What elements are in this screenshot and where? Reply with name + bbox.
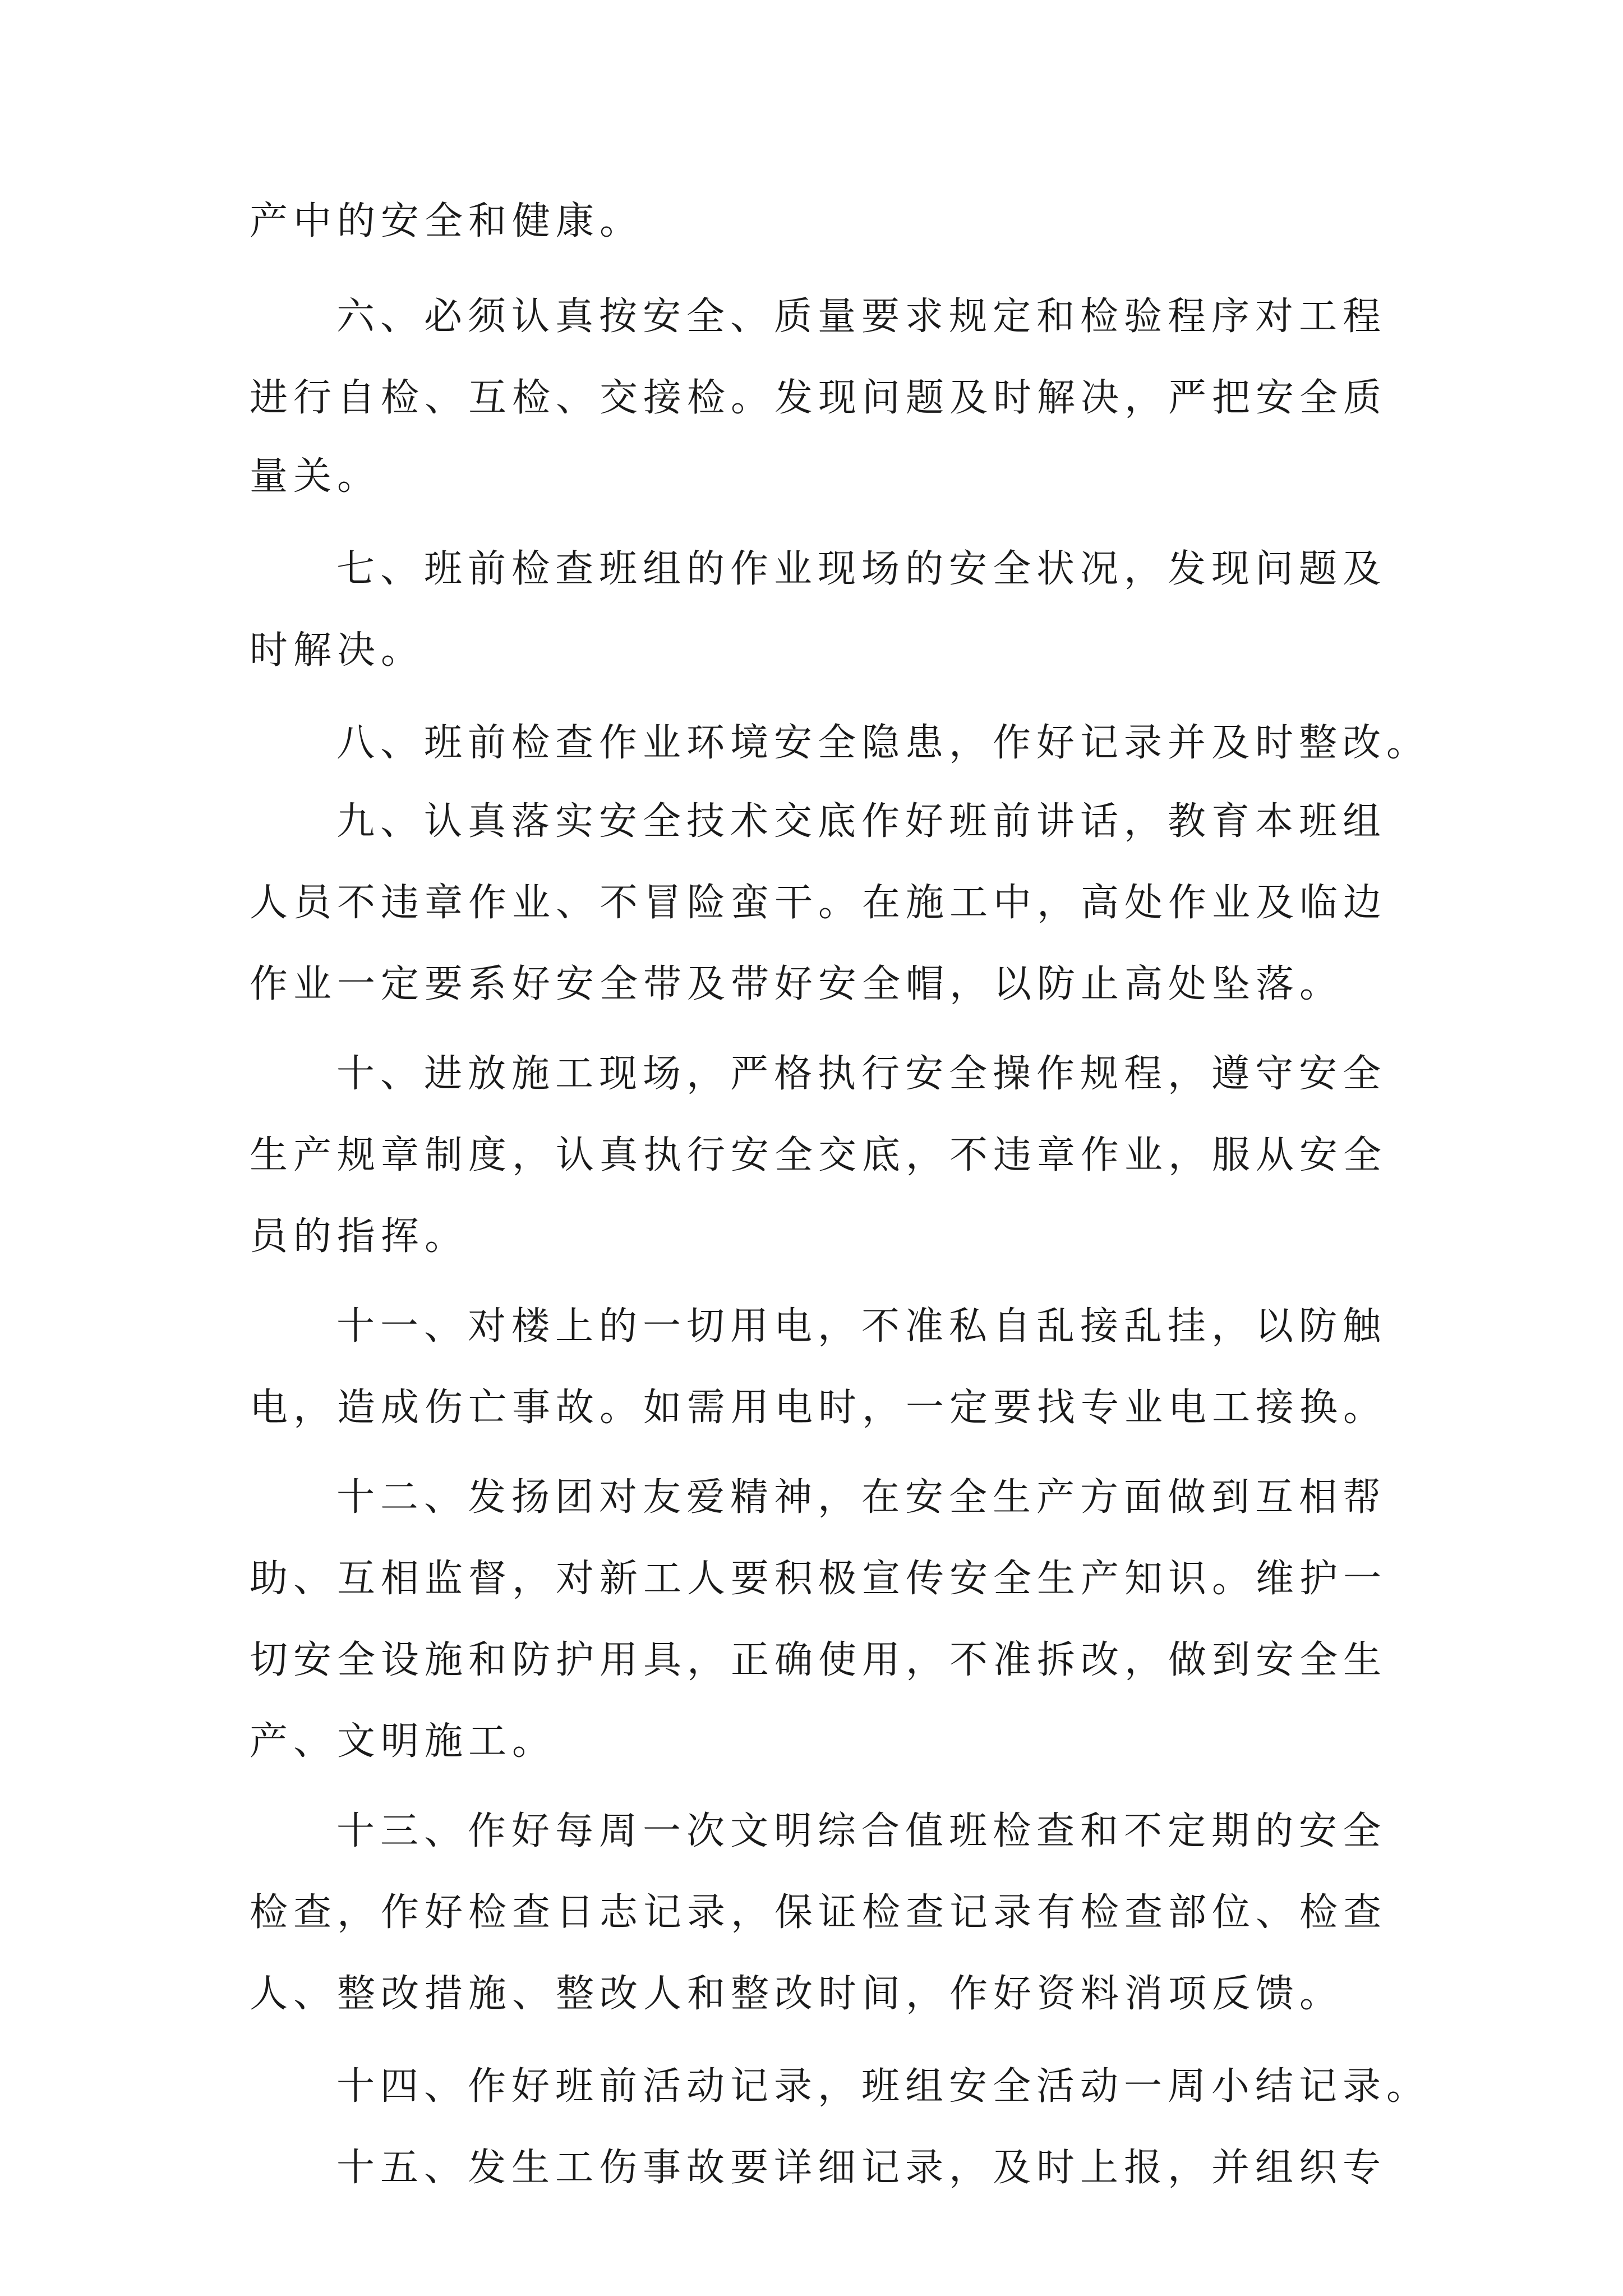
text-line: 产中的安全和健康。 <box>250 199 644 243</box>
text-line: 检查，作好检查日志记录，保证检查记录有检查部位、检查 <box>250 1890 1387 1935</box>
text-line: 产、文明施工。 <box>250 1719 556 1764</box>
text-line: 量关。 <box>250 454 381 499</box>
text-line: 十三、作好每周一次文明综合值班检查和不定期的安全 <box>336 1809 1387 1853</box>
text-line: 七、班前检查班组的作业现场的安全状况，发现问题及 <box>336 547 1387 591</box>
text-line: 八、班前检查作业环境安全隐患，作好记录并及时整改。 <box>336 721 1431 765</box>
text-line: 六、必须认真按安全、质量要求规定和检验程序对工程 <box>336 295 1387 339</box>
text-line: 人员不违章作业、不冒险蛮干。在施工中，高处作业及临边 <box>250 881 1387 925</box>
text-line: 生产规章制度，认真执行安全交底，不违章作业，服从安全 <box>250 1133 1387 1177</box>
text-line: 十一、对楼上的一切用电，不准私自乱接乱挂，以防触 <box>336 1304 1387 1349</box>
text-line: 九、认真落实安全技术交底作好班前讲话，教育本班组 <box>336 799 1387 844</box>
text-line: 切安全设施和防护用具，正确使用，不准拆改，做到安全生 <box>250 1638 1387 1682</box>
text-line: 作业一定要系好安全带及带好安全帽，以防止高处坠落。 <box>250 962 1344 1006</box>
text-line: 员的指挥。 <box>250 1214 469 1259</box>
text-line: 十、进放施工现场，严格执行安全操作规程，遵守安全 <box>336 1052 1387 1096</box>
text-line: 人、整改措施、整改人和整改时间，作好资料消项反馈。 <box>250 1972 1344 2016</box>
text-line: 进行自检、互检、交接检。发现问题及时解决，严把安全质 <box>250 376 1387 420</box>
text-line: 时解决。 <box>250 628 425 673</box>
text-line: 助、互相监督，对新工人要积极宣传安全生产知识。维护一 <box>250 1557 1387 1601</box>
text-line: 电，造成伤亡事故。如需用电时，一定要找专业电工接换。 <box>250 1386 1387 1430</box>
text-line: 十二、发扬团对友爱精神，在安全生产方面做到互相帮 <box>336 1475 1387 1520</box>
text-line: 十四、作好班前活动记录，班组安全活动一周小结记录。 <box>336 2064 1431 2109</box>
text-line: 十五、发生工伤事故要详细记录，及时上报，并组织专 <box>336 2146 1387 2190</box>
